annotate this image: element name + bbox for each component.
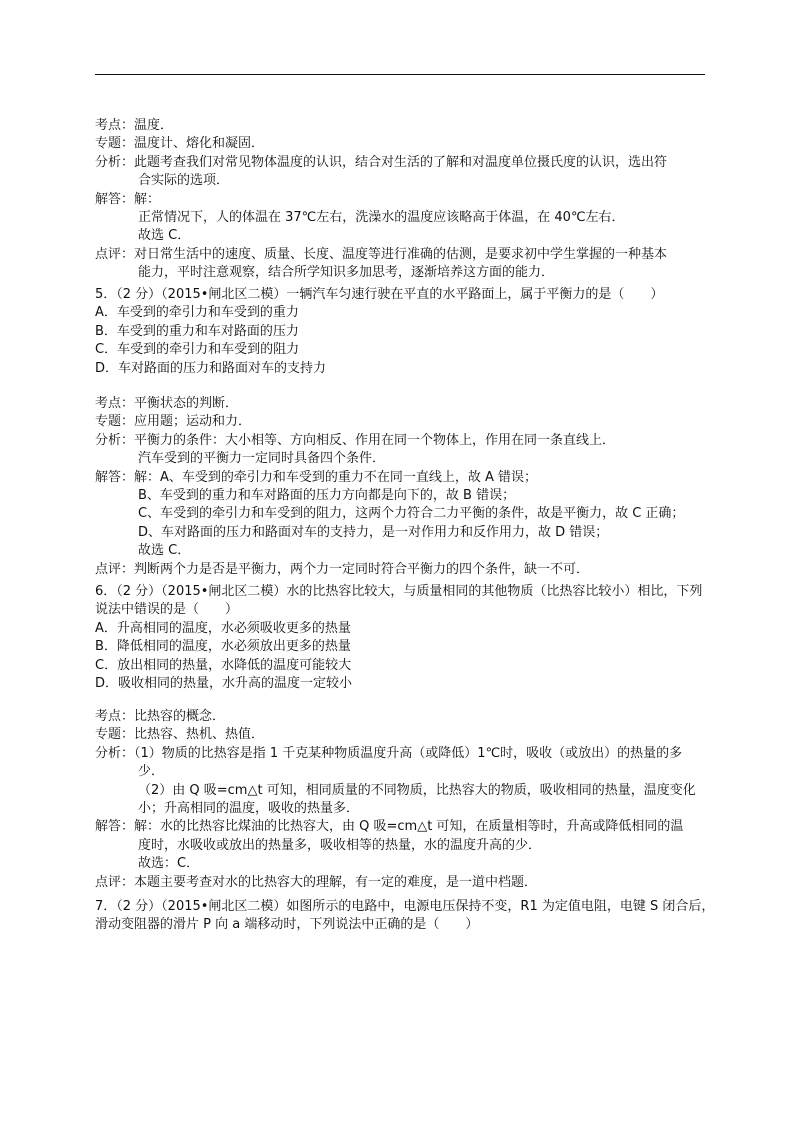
option-a: A．升高相同的温度，水必须吸收更多的热量 [95,620,351,636]
jieda-line: 故选 C． [138,228,191,244]
question-stem: 说法中错误的是（ ） [95,602,239,618]
jieda-line: 解答：解：A、车受到的牵引力和车受到的重力不在同一直线上，故 A 错误； [95,469,538,485]
jieda-line: D、车对路面的压力和路面对车的支持力，是一对作用力和反作用力，故 D 错误； [138,524,609,540]
dianping: 点评：本题主要考查对水的比热容大的理解，有一定的难度，是一道中档题． [95,874,538,890]
dianping-line: 点评：对日常生活中的速度、质量、长度、温度等进行准确的估测，是要求初中学生掌握的一种基本 [95,246,668,262]
dianping: 点评：判断两个力是否是平衡力，两个力一定同时符合平衡力的四个条件，缺一不可． [95,561,590,577]
fenxi-line: 分析：（1）物质的比热容是指 1 千克某种物质温度升高（或降低）1℃时，吸收（或放出）的热量的多 [95,745,683,761]
option-c: C．车受到的牵引力和车受到的阻力 [95,342,300,358]
jieda-line: 故选：C． [138,856,200,872]
fenxi-line: 分析：此题考查我们对常见物体温度的认识，结合对生活的了解和对温度单位摄氏度的认识，选出符 [95,154,668,170]
kaodian: 考点：温度． [95,118,174,133]
jieda-line: C、车受到的牵引力和车受到的阻力，这两个力符合二力平衡的条件，故是平衡力，故 C 正确； [138,506,685,522]
jieda-line: 度时，水吸收或放出的热量多，吸收相等的热量，水的温度升高的少． [138,837,542,853]
q4-analysis [95,117,710,283]
question-stem: 滑动变阻器的滑片 P 向 a 端移动时，下列说法中正确的是（ ） [95,917,479,933]
question-stem: 6．（2 分）（2015•闸北区二模）水的比热容比较大，与质量相同的其他物质（比热容比较小）相比，下列 [95,584,703,599]
jieda-line: 解答：解：水的比热容比煤油的比热容大，由 Q 吸=cm△t 可知，在质量相等时，升高或降低相同的温 [95,819,684,835]
header-rule [95,74,705,75]
zhuanti: 专题：温度计、熔化和凝固． [95,136,265,152]
fenxi-line: 小；升高相同的温度，吸收的热量多． [138,800,360,816]
fenxi-line: 合实际的选项． [138,173,230,189]
zhuanti: 专题：比热容、热机、热值． [95,727,265,743]
question-stem: 7．（2 分）（2015•闸北区二模）如图所示的电路中，电源电压保持不变，R1 为定值电阻，电键 S 闭合后， [95,899,715,914]
fenxi-line: （2）由 Q 吸=cm△t 可知，相同质量的不同物质，比热容大的物质，吸收相同的热量，温度变化 [138,782,696,798]
option-c: C．放出相同的热量，水降低的温度可能较大 [95,657,352,673]
question-stem: 5．（2 分）（2015•闸北区二模）一辆汽车匀速行驶在平直的水平路面上，属于平衡力的是（ ） [95,287,664,302]
jieda-line: 正常情况下，人的体温在 37℃左右，洗澡水的温度应该略高于体温，在 40℃左右． [138,209,625,225]
option-d: D．吸收相同的热量，水升高的温度一定较小 [95,675,353,691]
dianping-line: 能力，平时注意观察，结合所学知识多加思考，逐渐培养这方面的能力． [138,265,555,281]
option-d: D．车对路面的压力和路面对车的支持力 [95,360,327,376]
option-b: B．降低相同的温度，水必须放出更多的热量 [95,639,351,655]
fenxi-line: 少． [138,764,165,780]
kaodian: 考点：平衡状态的判断． [95,396,239,411]
question-6 [95,583,710,693]
jieda-line: B、车受到的重力和车对路面的压力方向都是向下的，故 B 错误； [138,487,516,503]
q6-analysis [95,708,710,892]
zhuanti: 专题：应用题；运动和力． [95,414,252,430]
question-7 [95,898,715,935]
fenxi-line: 汽车受到的平衡力一定同时具备四个条件． [138,451,386,467]
q5-analysis [95,395,710,579]
fenxi-line: 分析：平衡力的条件：大小相等、方向相反、作用在同一个物体上，作用在同一条直线上． [95,432,616,448]
jieda-line: 故选 C． [138,543,191,559]
jieda-line: 解答：解： [95,191,161,207]
option-a: A．车受到的牵引力和车受到的重力 [95,305,299,321]
question-5 [95,286,710,378]
kaodian: 考点：比热容的概念． [95,709,226,724]
option-b: B．车受到的重力和车对路面的压力 [95,323,299,339]
